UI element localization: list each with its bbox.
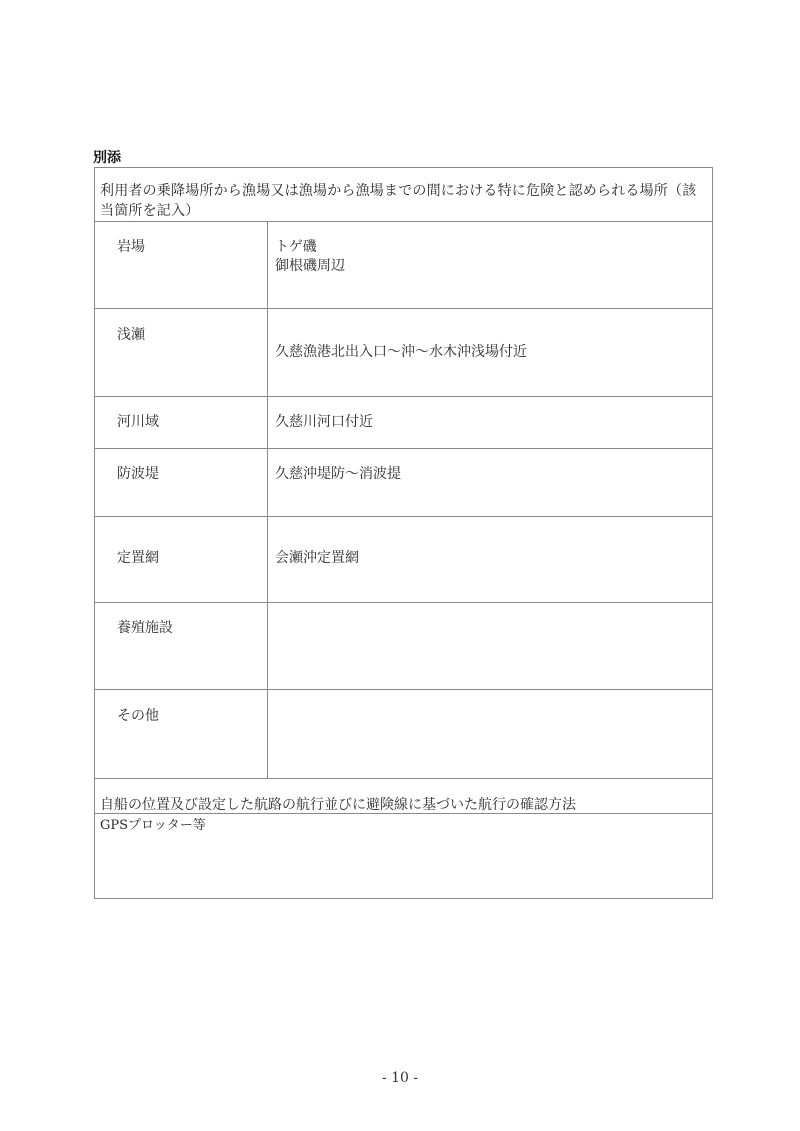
row-category-shallows: 浅瀬: [117, 327, 145, 343]
row-divider: [95, 448, 712, 449]
row-divider: [95, 602, 712, 603]
section2-title: 自船の位置及び設定した航路の航行並びに避険線に基づいた航行の確認方法: [100, 797, 576, 813]
row-value-shallows: 久慈漁港北出入口～沖～水木沖浅場付近: [275, 344, 527, 360]
row-category-other: その他: [117, 708, 159, 724]
row-divider: [95, 778, 712, 779]
hazard-form-table: [94, 167, 713, 899]
row-category-setnet: 定置網: [117, 550, 159, 566]
row-category-aquaculture: 養殖施設: [117, 620, 173, 636]
row-category-breakwater: 防波堤: [117, 466, 159, 482]
section2-value: GPSプロッター等: [100, 818, 206, 833]
row-category-river: 河川域: [117, 414, 159, 430]
row-divider: [95, 221, 712, 222]
row-category-rocks: 岩場: [117, 239, 145, 255]
row-divider: [95, 689, 712, 690]
row-value-setnet: 会瀬沖定置網: [275, 550, 359, 566]
attachment-label: 別添: [93, 150, 121, 166]
row-value-breakwater: 久慈沖堤防～消波提: [275, 466, 401, 482]
section1-header: 利用者の乗降場所から漁場又は漁場から漁場までの間における特に危険と認められる場所（該当箇所を記入）: [100, 183, 697, 219]
page-number: - 10 -: [381, 1070, 419, 1086]
row-divider: [95, 396, 712, 397]
row-divider: [95, 516, 712, 517]
row-value-river: 久慈川河口付近: [275, 414, 373, 430]
row-value-rocks-line2: 御根磯周辺: [275, 258, 345, 274]
row-value-rocks-line1: トゲ磯: [275, 239, 317, 255]
row-divider: [95, 308, 712, 309]
column-divider: [267, 221, 268, 778]
